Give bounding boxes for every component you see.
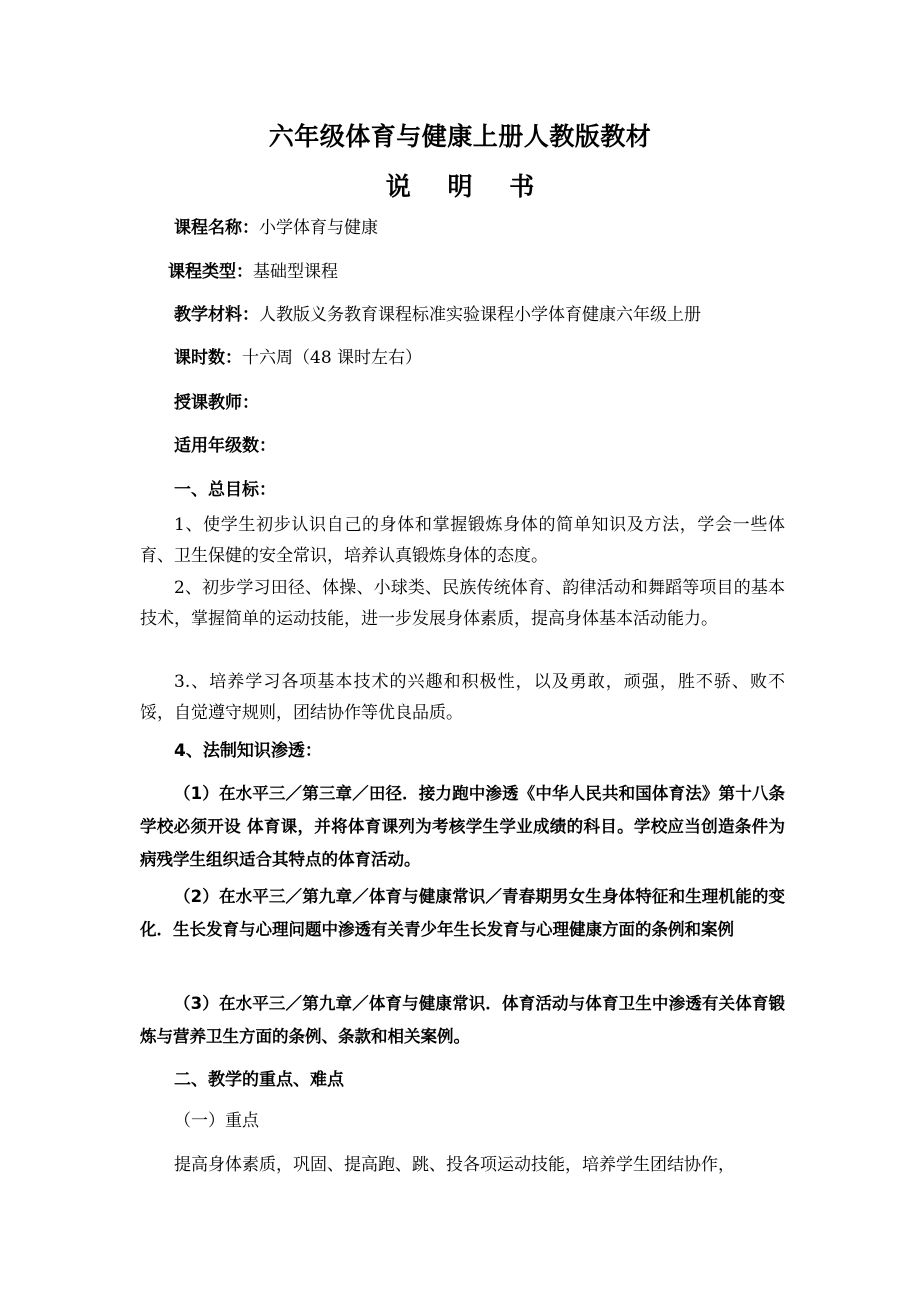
key-points-text: 提高身体素质，巩固、提高跑、跳、投各项运动技能，培养学生团结协作，	[174, 1155, 735, 1175]
info-teacher	[174, 388, 819, 418]
info-value: 人教版义务教育课程标准实验课程小学体育健康六年级上册	[259, 305, 701, 325]
info-label: 适用年级数：	[174, 436, 276, 456]
info-value: 基础型课程	[253, 262, 338, 282]
law-item: （3）在水平三／第九章／体育与健康常识．体育活动与体育卫生中渗透有关体育锻炼与营养卫生方面的条例、条款和相关案例。	[140, 994, 785, 1046]
info-grade	[174, 431, 819, 461]
law-item: （2）在水平三／第九章／体育与健康常识／青春期男女生身体特征和生理机能的变化．生长发育与心理问题中渗透有关青少年生长发育与心理健康方面的条例和案例	[140, 887, 785, 939]
info-course-type	[168, 257, 813, 287]
info-material	[174, 300, 819, 330]
goal-paragraph: 1、使学生初步认识自己的身体和掌握锻炼身体的简单知识及方法，学会一些体育、卫生保健的安全常识，培养认真锻炼身体的态度。	[140, 515, 785, 566]
info-label: 课程类型：	[168, 262, 253, 282]
section-heading-goals: 一、总目标：	[174, 480, 276, 500]
goal-paragraph: 3.、培养学习各项基本技术的兴趣和积极性，以及勇敢，顽强，胜不骄、败不馁，自觉遵守规则，团结协作等优良品质。	[140, 672, 785, 723]
info-course-name	[174, 213, 819, 243]
document-subtitle: 说 明 书	[385, 172, 549, 201]
info-label: 授课教师：	[174, 393, 259, 413]
subsection-heading-key: （一）重点	[174, 1111, 259, 1131]
info-hours	[174, 343, 819, 373]
info-label: 课程名称：	[174, 218, 259, 238]
law-heading: 4、法制知识渗透：	[174, 741, 322, 761]
document-title: 六年级体育与健康上册人教版教材	[268, 122, 652, 151]
info-value: 小学体育与健康	[259, 218, 378, 238]
section-heading-key-difficult: 二、教学的重点、难点	[174, 1070, 344, 1090]
goal-paragraph: 2、初步学习田径、体操、小球类、民族传统体育、韵律活动和舞蹈等项目的基本技术，掌握简单的运动技能，进一步发展身体素质，提高身体基本活动能力。	[140, 578, 785, 629]
info-value: 十六周（48 课时左右）	[242, 348, 423, 368]
info-label: 课时数：	[174, 348, 242, 368]
law-item: （1）在水平三／第三章／田径．接力跑中渗透《中华人民共和国体育法》第十八条 学校必须开设 体育课，并将体育课列为考核学生学业成绩的科目。学校应当创造条件为病残学生组织适合其特点的体育活动。	[140, 784, 785, 869]
info-label: 教学材料：	[174, 305, 259, 325]
